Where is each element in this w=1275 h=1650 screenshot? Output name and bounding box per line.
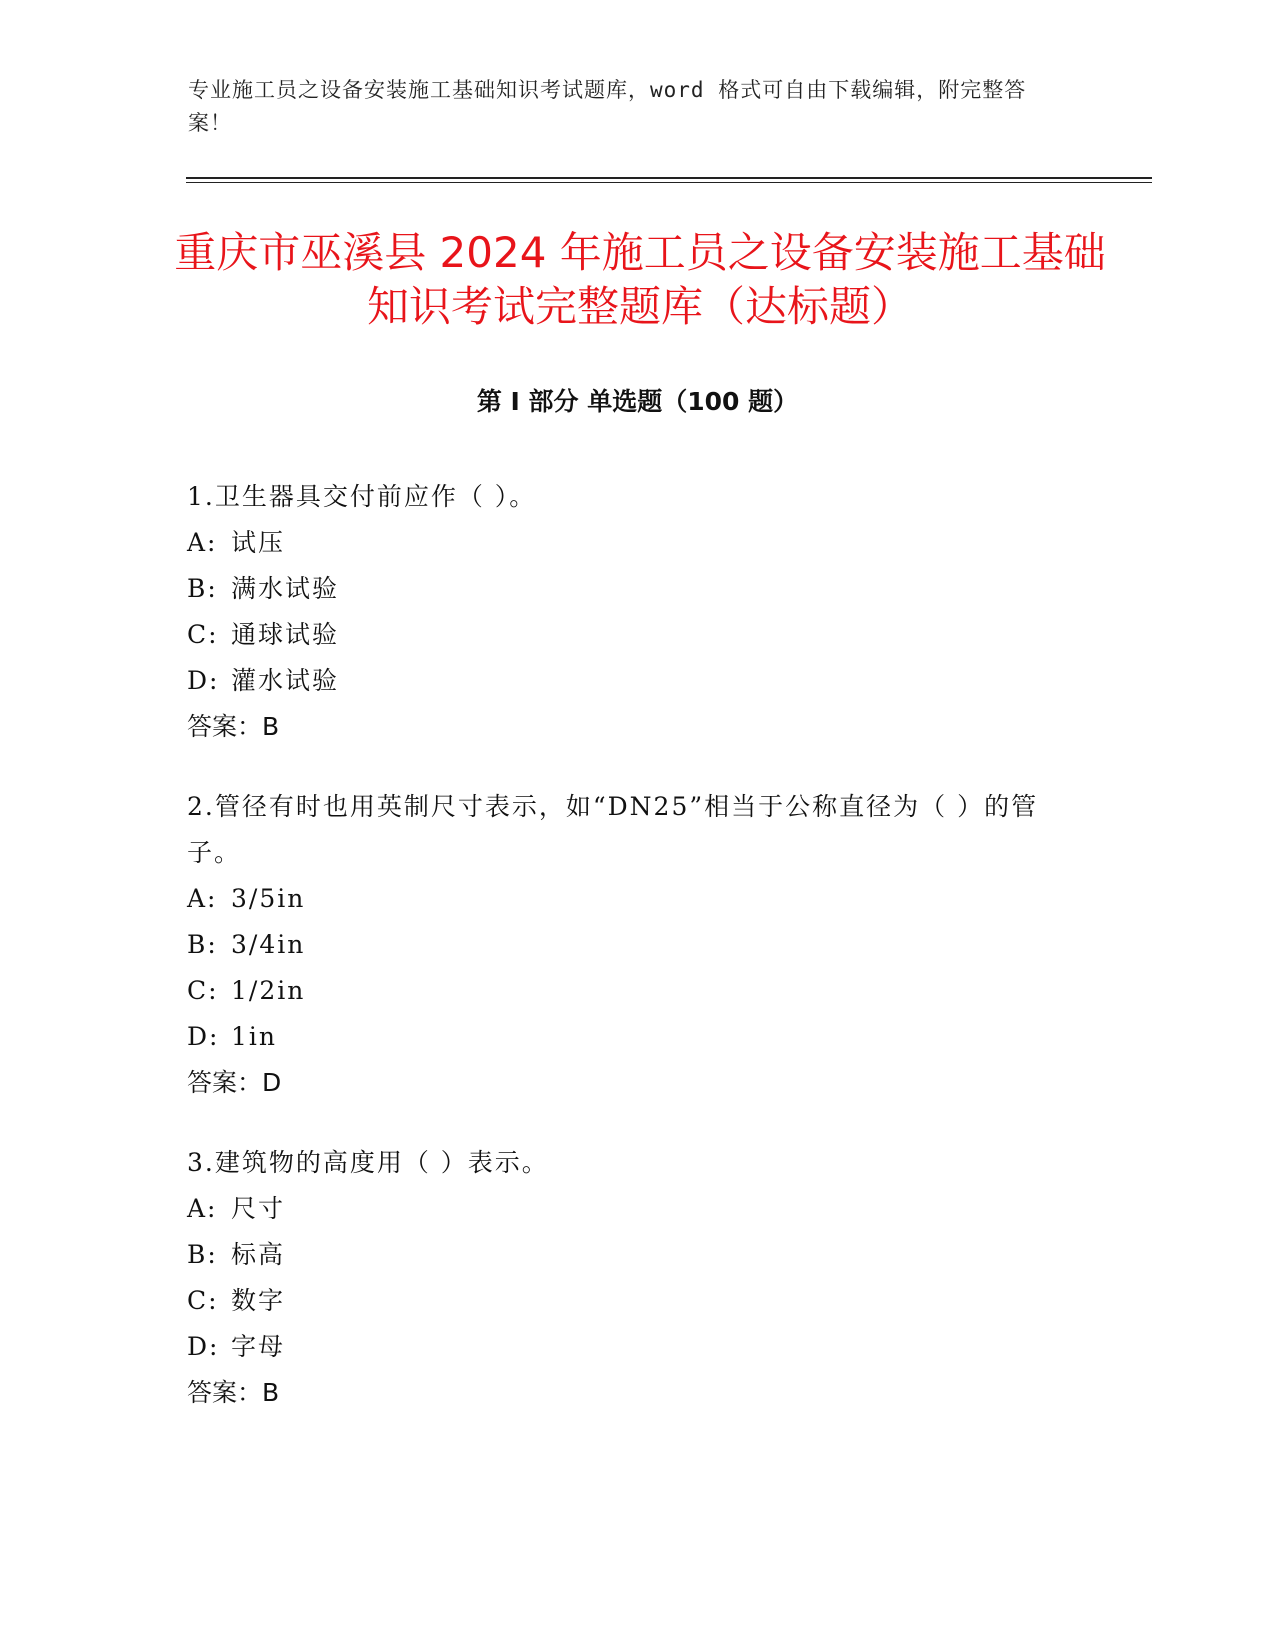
section-title: 第 I 部分 单选题（100 题） [476, 387, 799, 416]
option-letter: D: [187, 1332, 220, 1361]
question-stem: 3.建筑物的高度用（ ）表示。 [187, 1148, 549, 1177]
option-c [187, 612, 1087, 658]
option-text: 标高 [231, 1240, 286, 1269]
question-1 [187, 474, 1087, 750]
question-stem: 2.管径有时也用英制尺寸表示，如“DN25”相当于公称直径为（ ）的管子。 [187, 792, 1039, 867]
option-letter: C: [187, 976, 219, 1005]
question-2 [187, 784, 1087, 1106]
option-text: 1in [231, 1022, 278, 1051]
option-letter: D: [187, 666, 220, 695]
option-text: 1/2in [231, 976, 306, 1005]
option-d [187, 1324, 1087, 1370]
question-stem: 1.卫生器具交付前应作（ ）。 [187, 482, 537, 511]
option-letter: C: [187, 1286, 219, 1315]
question-3 [187, 1140, 1087, 1416]
option-a [187, 520, 1087, 566]
option-letter: B: [187, 574, 218, 603]
option-text: 满水试验 [231, 574, 340, 603]
header-divider-thin [186, 182, 1152, 183]
option-letter: B: [187, 930, 218, 959]
answer: 答案：D [187, 1068, 282, 1097]
header-note: 专业施工员之设备安装施工基础知识考试题库，word 格式可自由下载编辑，附完整答案！ [188, 78, 1027, 135]
header-divider-thick [186, 177, 1152, 179]
option-d [187, 1014, 1087, 1060]
option-letter: A: [187, 884, 218, 913]
document-title: 重庆市巫溪县 2024 年施工员之设备安装施工基础知识考试完整题库（达标题） [174, 228, 1106, 331]
option-text: 试压 [231, 528, 286, 557]
answer: 答案：B [187, 712, 280, 741]
option-b [187, 566, 1087, 612]
option-a [187, 876, 1087, 922]
option-text: 通球试验 [231, 620, 340, 649]
question-list [187, 474, 1087, 1450]
option-a [187, 1186, 1087, 1232]
option-c [187, 1278, 1087, 1324]
option-b [187, 1232, 1087, 1278]
option-text: 数字 [231, 1286, 286, 1315]
option-letter: A: [187, 528, 218, 557]
option-letter: A: [187, 1194, 218, 1223]
option-c [187, 968, 1087, 1014]
option-text: 字母 [231, 1332, 286, 1361]
option-b [187, 922, 1087, 968]
option-letter: D: [187, 1022, 220, 1051]
option-d [187, 658, 1087, 704]
option-letter: C: [187, 620, 219, 649]
option-text: 3/4in [231, 930, 306, 959]
answer: 答案：B [187, 1378, 280, 1407]
option-text: 尺寸 [231, 1194, 286, 1223]
option-text: 3/5in [231, 884, 306, 913]
option-text: 灌水试验 [231, 666, 340, 695]
option-letter: B: [187, 1240, 218, 1269]
